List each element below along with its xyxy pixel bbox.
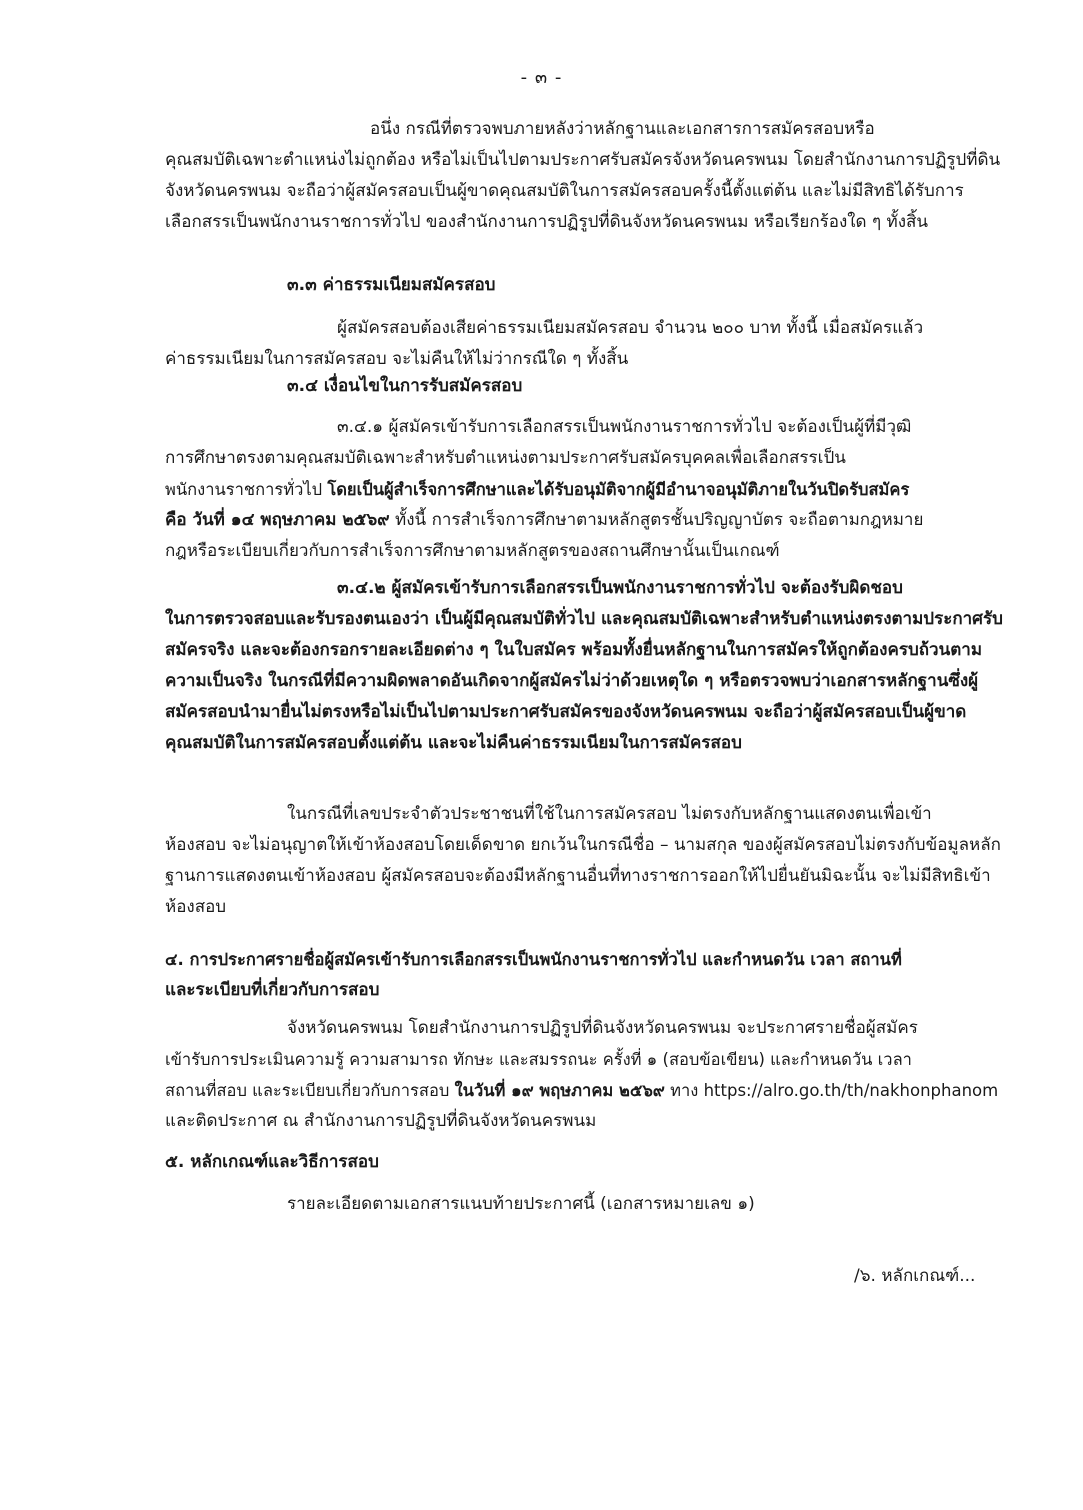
sec-3-4-2-paragraph xyxy=(165,573,1005,759)
sec-3-4-1-line5: กฎหรือระเบียบเกี่ยวกับการสำเร็จการศึกษาตามหลักสูตรของสถานศึกษานั้นเป็นเกณฑ์ xyxy=(165,541,780,561)
sec-3-4-note-body: ห้องสอบ จะไม่อนุญาตให้เข้าห้องสอบโดยเด็ดขาด ยกเว้นในกรณีชื่อ – นามสกุล ของผู้สมัครสอบไม่ตรงกับข้อมูลหลักฐานการแสดงตนเข้าห้องสอบ ผู้สมัครสอบจะต้องมีหลักฐานอื่นที่ทางราชการออกให้ไปยื่นยันมิฉะนั้น จะไม่มีสิทธิเข้าห้องสอบ xyxy=(165,835,1001,917)
sec-3-4-1-line3-plain: พนักงานราชการทั่วไป xyxy=(165,480,328,499)
sec-5-paragraph xyxy=(165,1189,1005,1220)
sec-4-line2: เข้ารับการประเมินความรู้ ความสามารถ ทักษะ และสมรรถนะ ครั้งที่ ๑ (สอบข้อเขียน) และกำหนดวัน เวลา xyxy=(165,1050,912,1069)
sec-3-4-1-line4-plain: ทั้งนี้ การสำเร็จการศึกษาตามหลักสูตรชั้นปริญญาบัตร จะถือตามกฎหมาย xyxy=(389,510,924,530)
sec-3-4-note-first-line: ในกรณีที่เลขประจำตัวประชาชนที่ใช้ในการสมัครสอบ ไม่ตรงกับหลักฐานแสดงตนเพื่อเข้า xyxy=(287,804,932,824)
intro-body: คุณสมบัติเฉพาะตำแหน่งไม่ถูกต้อง หรือไม่เป็นไปตามประกาศรับสมัครจังหวัดนครพนม โดยสำนักงานการปฏิรูปที่ดินจังหวัดนครพนม จะถือว่าผู้สมัครสอบเป็นผู้ขาดคุณสมบัติในการสมัครสอบครั้งนี้ตั้งแต่ต้น และไม่มีสิทธิได้รับการเลือกสรรเป็นพนักงานราชการทั่วไป ของสำนักงานการปฏิรูปที่ดินจังหวัดนครพนม หรือเรียกร้องใด ๆ ทั้งสิ้น xyxy=(165,150,1001,232)
intro-first-line: อนึ่ง กรณีที่ตรวจพบภายหลังว่าหลักฐานและเอกสารการสมัครสอบหรือ xyxy=(370,119,875,139)
sec-4-paragraph xyxy=(165,1013,1005,1137)
heading-3-4: ๓.๔ เงื่อนไขในการรับสมัครสอบ xyxy=(287,376,523,396)
continuation-marker: /๖. หลักเกณฑ์... xyxy=(854,1266,976,1286)
heading-3-3: ๓.๓ ค่าธรรมเนียมสมัครสอบ xyxy=(287,275,496,295)
sec-3-3-body: ค่าธรรมเนียมในการสมัครสอบ จะไม่คืนให้ไม่ว่ากรณีใด ๆ ทั้งสิ้น xyxy=(165,349,629,369)
heading-4 xyxy=(165,944,1005,1006)
sec-4-line3-date: ในวันที่ ๑๙ พฤษภาคม ๒๕๖๙ xyxy=(454,1081,665,1100)
sec-3-4-1-line4-bold: คือ วันที่ ๑๔ พฤษภาคม ๒๕๖๙ xyxy=(165,510,390,530)
sec-4-first-line: จังหวัดนครพนม โดยสำนักงานการปฏิรูปที่ดินจังหวัดนครพนม จะประกาศรายชื่อผู้สมัคร xyxy=(287,1018,918,1038)
sec-3-4-2-body: ในการตรวจสอบและรับรองตนเองว่า เป็นผู้มีคุณสมบัติทั่วไป และคุณสมบัติเฉพาะสำหรับตำแหน่งตรงตามประกาศรับสมัครจริง และจะต้องกรอกรายละเอียดต่าง ๆ ในใบสมัคร พร้อมทั้งยื่นหลักฐานในการสมัครให้ถูกต้องครบถ้วนตามความเป็นจริง ในกรณีที่มีความผิดพลาดอันเกิดจากผู้สมัครไม่ว่าด้วยเหตุใด ๆ หรือตรวจพบว่าเอกสารหลักฐานซึ่งผู้สมัครสอบนำมายื่นไม่ตรงหรือไม่เป็นไปตามประกาศรับสมัครของจังหวัดนครพนม จะถือว่าผู้สมัครสอบเป็นผู้ขาดคุณสมบัติในการสมัครสอบตั้งแต่ต้น และจะไม่คืนค่าธรรมเนียมในการสมัครสอบ xyxy=(165,609,1003,753)
sec-5-body: รายละเอียดตามเอกสารแนบท้ายประกาศนี้ (เอกสารหมายเลข ๑) xyxy=(287,1194,755,1214)
sec-3-3-first-line: ผู้สมัครสอบต้องเสียค่าธรรมเนียมสมัครสอบ จำนวน ๒๐๐ บาท ทั้งนี้ เมื่อสมัครแล้ว xyxy=(337,318,924,338)
sec-3-3-paragraph xyxy=(165,313,1005,375)
sec-4-line3 xyxy=(165,1075,1005,1106)
sec-4-line4: และติดประกาศ ณ สำนักงานการปฏิรูปที่ดินจังหวัดนครพนม xyxy=(165,1111,597,1131)
sec-3-4-2-first-line: ๓.๔.๒ ผู้สมัครเข้ารับการเลือกสรรเป็นพนักงานราชการทั่วไป จะต้องรับผิดชอบ xyxy=(337,578,903,598)
sec-3-4-1-paragraph xyxy=(165,412,1005,567)
heading-4-line2: และระเบียบที่เกี่ยวกับการสอบ xyxy=(165,980,380,1000)
sec-4-line3-url: ทาง https://alro.go.th/th/nakhonphanom xyxy=(664,1081,999,1100)
sec-3-4-1-line3-bold: โดยเป็นผู้สำเร็จการศึกษาและได้รับอนุมัติจากผู้มีอำนาจอนุมัติภายในวันปิดรับสมัคร xyxy=(327,480,910,499)
sec-3-4-1-first-line: ๓.๔.๑ ผู้สมัครเข้ารับการเลือกสรรเป็นพนักงานราชการทั่วไป จะต้องเป็นผู้ที่มีวุฒิ xyxy=(337,417,912,437)
page-number: - ๓ - xyxy=(520,67,563,88)
sec-3-4-1-line3 xyxy=(165,474,1005,505)
sec-3-4-1-line4 xyxy=(165,505,1005,536)
sec-4-line3-plain: สถานที่สอบ และระเบียบเกี่ยวกับการสอบ xyxy=(165,1081,455,1100)
intro-paragraph xyxy=(165,114,1005,238)
sec-3-4-note-paragraph xyxy=(165,799,1005,923)
heading-5: ๕. หลักเกณฑ์และวิธีการสอบ xyxy=(165,1152,379,1172)
sec-3-4-1-line2: การศึกษาตรงตามคุณสมบัติเฉพาะสำหรับตำแหน่งตามประกาศรับสมัครบุคคลเพื่อเลือกสรรเป็น xyxy=(165,448,846,468)
heading-4-line1: ๔. การประกาศรายชื่อผู้สมัครเข้ารับการเลือกสรรเป็นพนักงานราชการทั่วไป และกำหนดวัน เวลา สถานที่ xyxy=(165,950,902,969)
